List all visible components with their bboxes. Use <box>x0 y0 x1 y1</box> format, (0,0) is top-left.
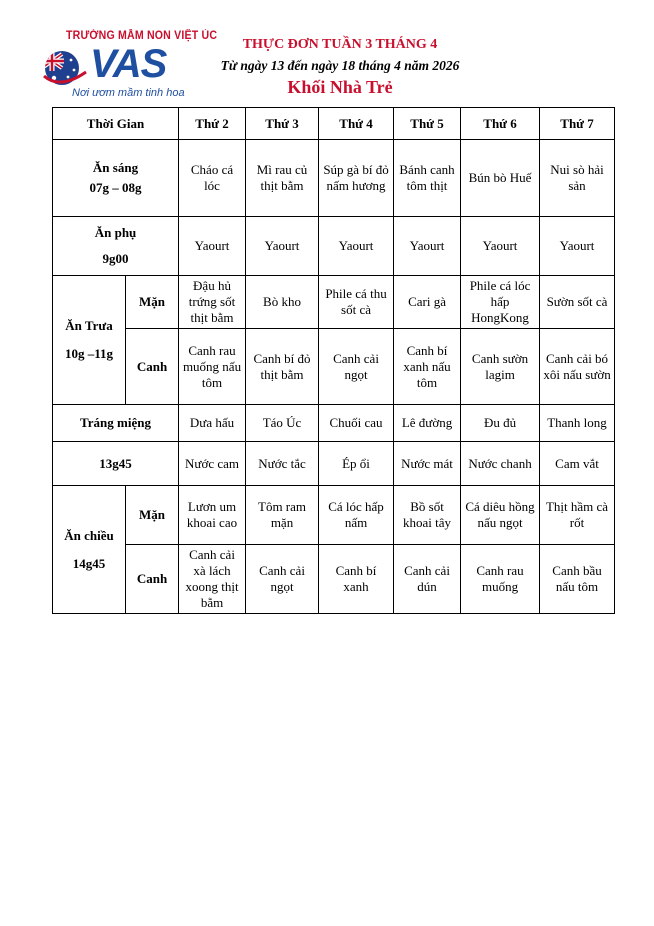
dinner-time: 14g45 <box>72 555 106 571</box>
menu-cell: Canh sườn lagim <box>461 329 540 405</box>
snack-label-cell <box>53 217 179 276</box>
menu-cell: Cá diêu hồng nấu ngọt <box>461 486 540 545</box>
menu-cell: Canh bí xanh <box>319 545 394 614</box>
menu-cell: Súp gà bí đỏ nấm hương <box>319 140 394 217</box>
breakfast-label: Ăn sáng <box>92 160 139 175</box>
australia-flag-icon <box>40 46 92 86</box>
breakfast-label-cell <box>53 140 179 217</box>
afternoon-snack-row <box>53 442 615 486</box>
menu-cell: Cá lóc hấp nấm <box>319 486 394 545</box>
breakfast-time: 07g – 08g <box>89 180 142 195</box>
menu-cell: Cari gà <box>394 276 461 329</box>
school-logo <box>38 30 218 102</box>
menu-cell: Bò kho <box>246 276 319 329</box>
menu-cell: Nước tắc <box>246 442 319 486</box>
menu-cell: Canh rau muống nấu tôm <box>179 329 246 405</box>
menu-cell: Phile cá lóc hấp HongKong <box>461 276 540 329</box>
menu-cell: Bún bò Huế <box>461 140 540 217</box>
menu-cell: Đu đủ <box>461 405 540 442</box>
menu-group: Khối Nhà Trẻ <box>287 77 393 97</box>
menu-cell: Tôm ram mặn <box>246 486 319 545</box>
menu-cell: Yaourt <box>461 217 540 276</box>
menu-cell: Nước chanh <box>461 442 540 486</box>
snack-label: Ăn phụ <box>94 225 137 240</box>
time-header: Thời Gian <box>53 108 179 140</box>
lunch-label-cell <box>53 276 126 405</box>
menu-cell: Mì rau củ thịt bằm <box>246 140 319 217</box>
menu-table <box>52 107 615 614</box>
menu-cell: Canh bí xanh nấu tôm <box>394 329 461 405</box>
lunch-man-row <box>53 276 615 329</box>
menu-cell: Canh rau muống <box>461 545 540 614</box>
day-header: Thứ 2 <box>179 108 246 140</box>
menu-cell: Ép ổi <box>319 442 394 486</box>
breakfast-row <box>53 140 615 217</box>
menu-cell: Dưa hấu <box>179 405 246 442</box>
menu-cell: Canh bầu nấu tôm <box>540 545 615 614</box>
menu-cell: Chuối cau <box>319 405 394 442</box>
menu-cell: Yaourt <box>394 217 461 276</box>
menu-cell: Canh cải bó xôi nấu sườn <box>540 329 615 405</box>
lunch-label: Ăn Trưa <box>65 318 113 333</box>
menu-cell: Đậu hủ trứng sốt thịt bằm <box>179 276 246 329</box>
lunch-time: 10g –11g <box>64 346 114 361</box>
dinner-label: Ăn chiều <box>64 527 114 543</box>
menu-cell: Lươn um khoai cao <box>179 486 246 545</box>
menu-cell: Cháo cá lóc <box>179 140 246 217</box>
menu-cell: Phile cá thu sốt cà <box>319 276 394 329</box>
menu-cell: Yaourt <box>319 217 394 276</box>
menu-cell: Yaourt <box>246 217 319 276</box>
header-row <box>53 108 615 140</box>
dinner-man-label: Mặn <box>126 486 179 545</box>
day-header: Thứ 4 <box>319 108 394 140</box>
dinner-canh-row <box>53 545 615 614</box>
dessert-label: Tráng miệng <box>53 405 179 442</box>
menu-cell: Nước cam <box>179 442 246 486</box>
menu-cell: Yaourt <box>179 217 246 276</box>
menu-cell: Táo Úc <box>246 405 319 442</box>
menu-cell: Lê đường <box>394 405 461 442</box>
menu-cell: Nui sò hải sản <box>540 140 615 217</box>
day-header: Thứ 6 <box>461 108 540 140</box>
menu-cell: Nước mát <box>394 442 461 486</box>
day-header: Thứ 7 <box>540 108 615 140</box>
menu-cell: Thanh long <box>540 405 615 442</box>
menu-cell: Yaourt <box>540 217 615 276</box>
menu-title: THỰC ĐƠN TUẦN 3 THÁNG 4 <box>242 37 438 52</box>
dessert-row <box>53 405 615 442</box>
logo-tagline: Nơi ươm mầm tinh hoa <box>72 87 185 99</box>
menu-cell: Canh cải xà lách xoong thịt bằm <box>179 545 246 614</box>
menu-cell: Bánh canh tôm thịt <box>394 140 461 217</box>
menu-cell: Canh cải ngọt <box>319 329 394 405</box>
logo-school-name: TRƯỜNG MẦM NON VIỆT ÚC <box>66 30 218 42</box>
dinner-label-cell <box>53 486 126 614</box>
day-header: Thứ 5 <box>394 108 461 140</box>
menu-cell: Bồ sốt khoai tây <box>394 486 461 545</box>
menu-cell: Canh cải ngọt <box>246 545 319 614</box>
lunch-man-label: Mặn <box>126 276 179 329</box>
dinner-man-row <box>53 486 615 545</box>
menu-cell: Canh cải dún <box>394 545 461 614</box>
menu-date-range: Từ ngày 13 đến ngày 18 tháng 4 năm 2026 <box>220 58 460 73</box>
lunch-canh-row <box>53 329 615 405</box>
snack-row <box>53 217 615 276</box>
menu-cell: Sườn sốt cà <box>540 276 615 329</box>
menu-cell: Canh bí đỏ thịt bằm <box>246 329 319 405</box>
afternoon-snack-time: 13g45 <box>53 442 179 486</box>
dinner-canh-label: Canh <box>126 545 179 614</box>
snack-time: 9g00 <box>102 251 129 266</box>
lunch-canh-label: Canh <box>126 329 179 405</box>
logo-mark: VAS <box>90 42 167 86</box>
menu-cell: Thịt hầm cà rốt <box>540 486 615 545</box>
menu-cell: Cam vắt <box>540 442 615 486</box>
day-header: Thứ 3 <box>246 108 319 140</box>
